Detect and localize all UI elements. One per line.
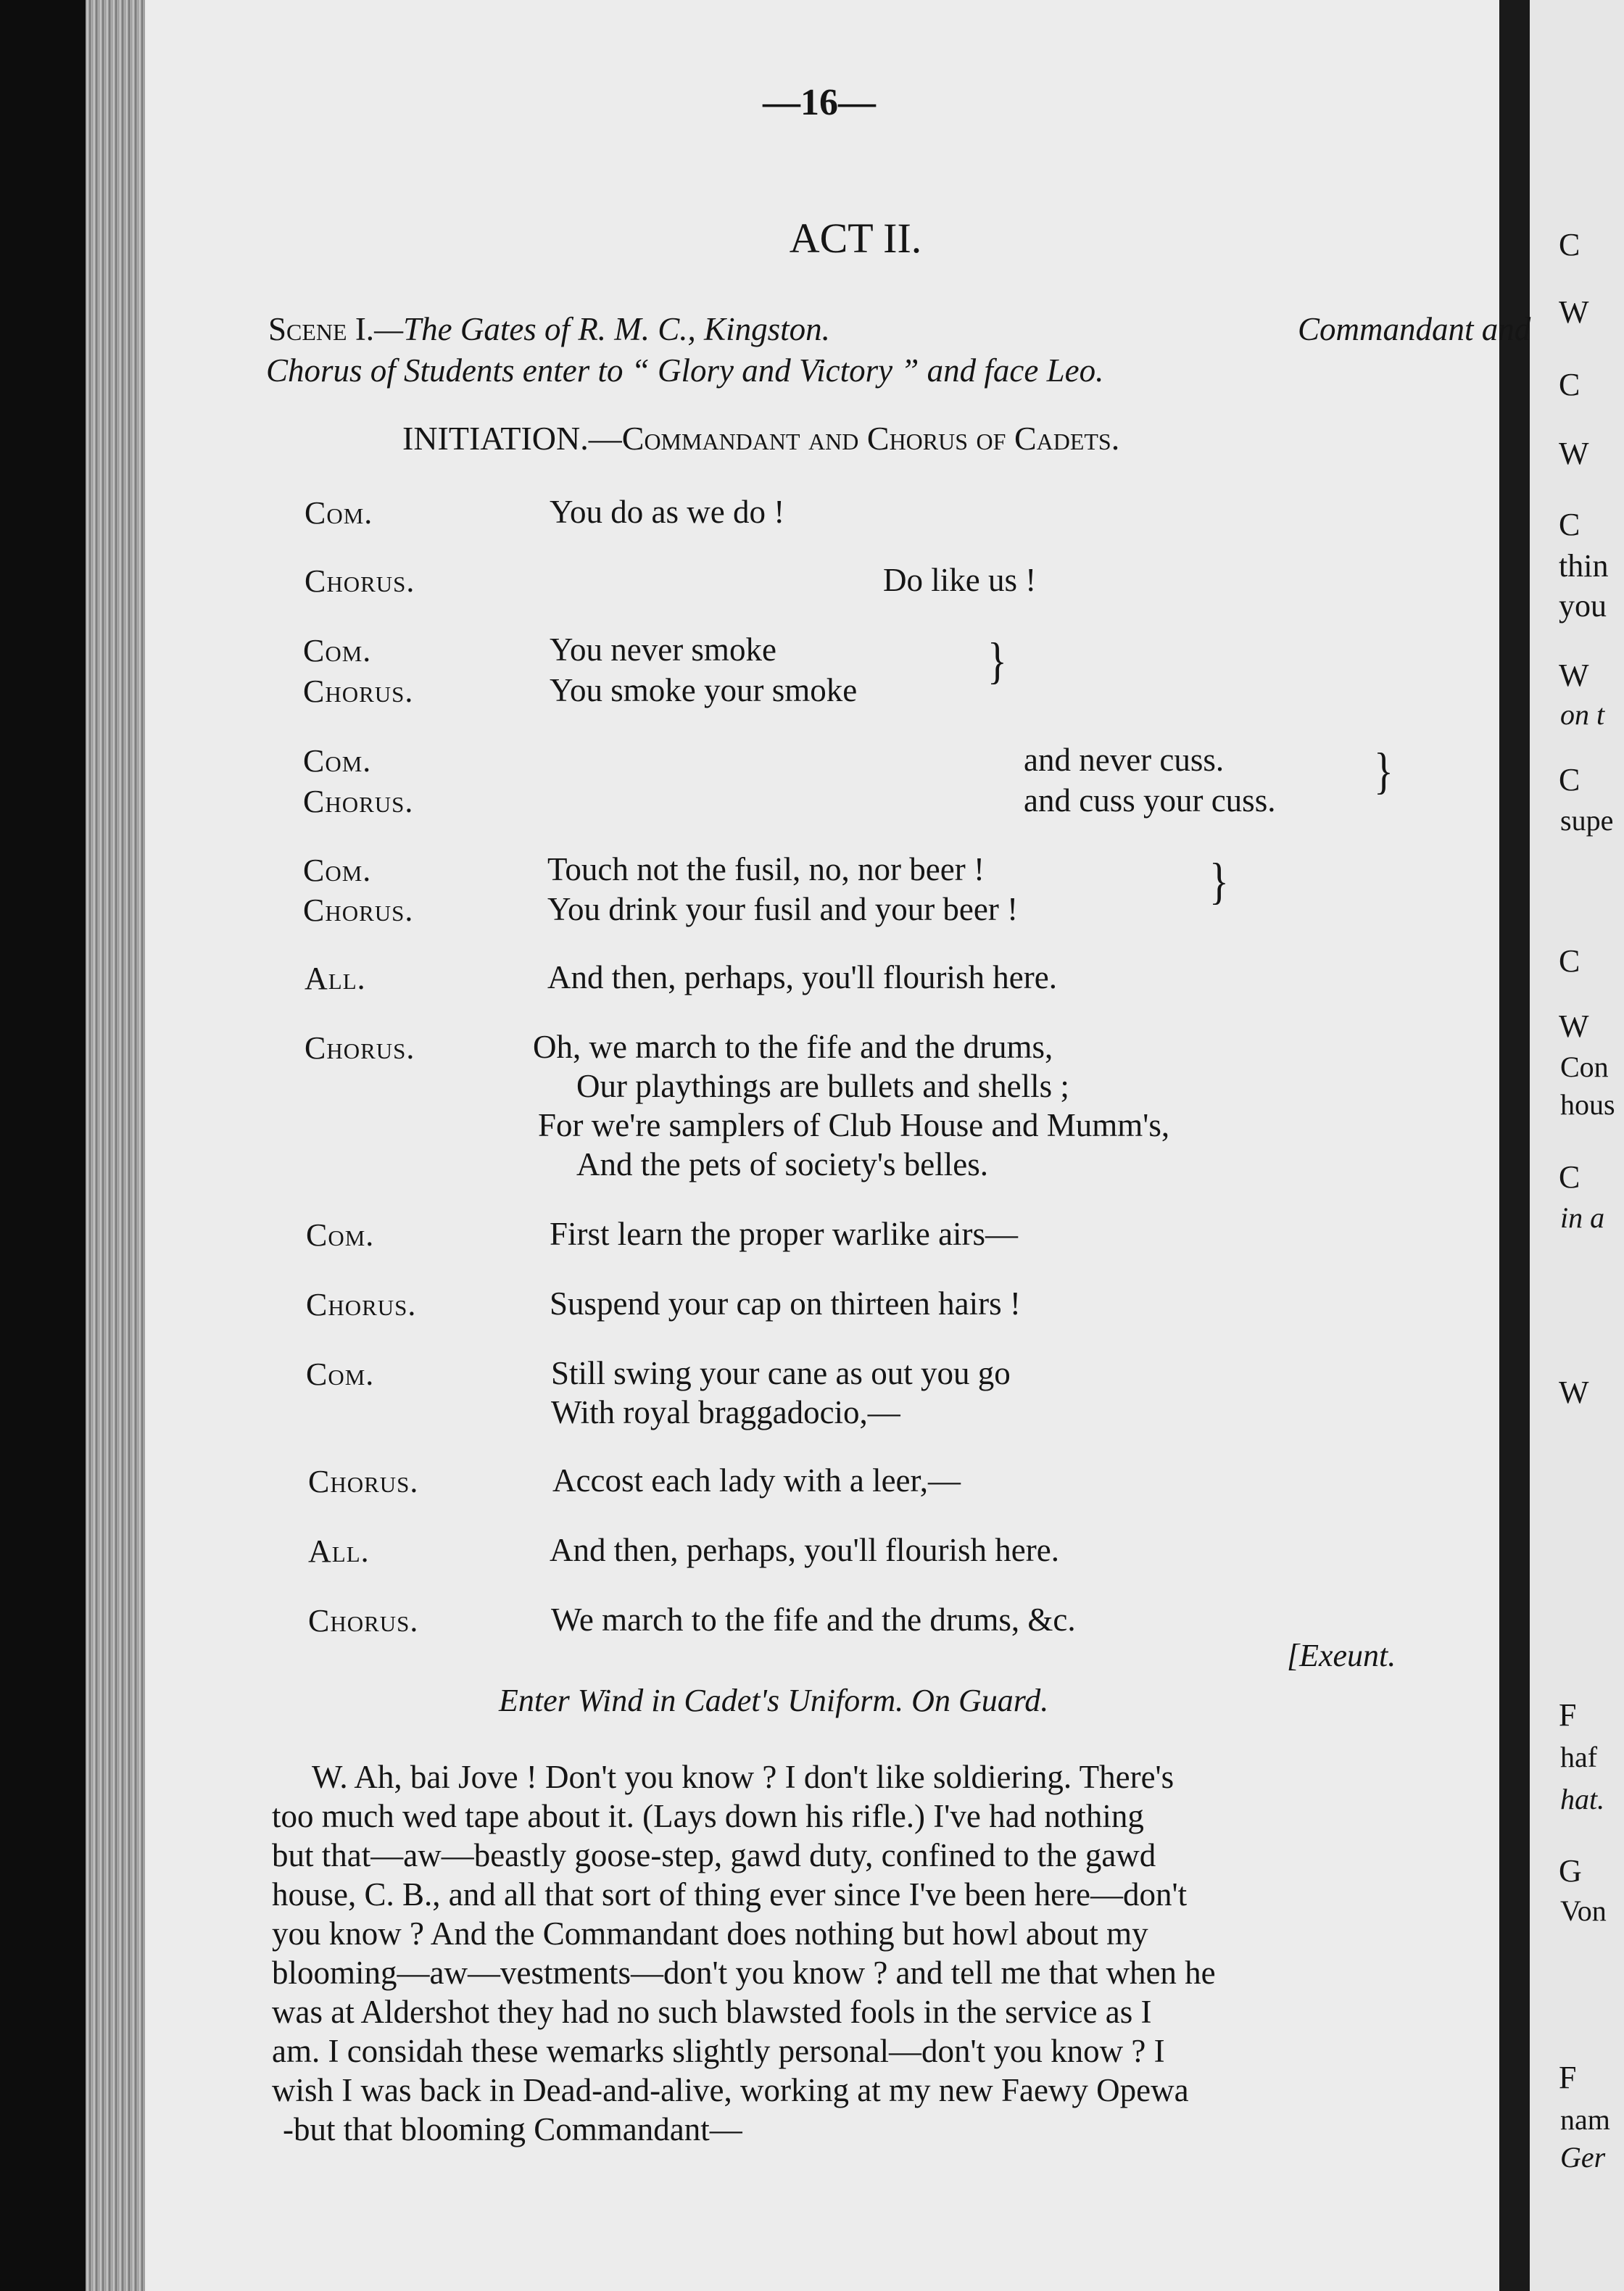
- scene-line-1: [268, 310, 830, 348]
- speaker-com: Com.: [303, 633, 372, 668]
- facing-page-fragment: G: [1559, 1853, 1582, 1889]
- facing-page-fragment: Ger: [1560, 2141, 1606, 2174]
- song-line: You do as we do !: [550, 494, 785, 530]
- facing-page-fragment: C: [1559, 762, 1580, 798]
- speaker-chorus: Chorus.: [308, 1464, 419, 1499]
- paragraph-line: was at Aldershot they had no such blawsted fools in the service as I: [272, 1994, 1152, 2030]
- paragraph-line: am. I considah these wemarks slightly personal—don't you know ? I: [272, 2033, 1165, 2069]
- scene-location: —The Gates of R. M. C., Kingston.: [374, 311, 830, 347]
- scene-line-1-end: Commandant and: [1298, 311, 1531, 347]
- speaker-all: All.: [308, 1533, 370, 1569]
- facing-page-fragment: Von: [1560, 1894, 1607, 1927]
- song-line: Accost each lady with a leer,—: [552, 1462, 961, 1499]
- brace-glyph: }: [987, 633, 1007, 689]
- paragraph-line: blooming—aw—vestments—don't you know ? and tell me that when he: [272, 1955, 1216, 1991]
- song-verse-line: Still swing your cane as out you go: [551, 1355, 1011, 1391]
- page-number: —16—: [763, 82, 876, 123]
- facing-page-fragment: W: [1559, 436, 1589, 471]
- speaker-com: Com.: [303, 853, 372, 888]
- paragraph-line: you know ? And the Commandant does nothing but howl about my: [272, 1915, 1148, 1952]
- facing-page-fragment: thin: [1559, 548, 1609, 584]
- facing-page-fragment: Con: [1560, 1051, 1609, 1083]
- speaker-chorus: Chorus.: [303, 674, 414, 709]
- speaker-com: Com.: [303, 743, 372, 779]
- facing-page-fragment: F: [1559, 2060, 1577, 2095]
- song-verse-line: Our playthings are bullets and shells ;: [576, 1068, 1069, 1104]
- song-line: and never cuss.: [1024, 742, 1225, 778]
- speaker-chorus: Chorus.: [304, 1030, 415, 1066]
- song-title: INITIATION.: [402, 420, 589, 457]
- scene-label: Scene I.: [268, 311, 375, 347]
- song-verse-line: Oh, we march to the fife and the drums,: [533, 1029, 1053, 1065]
- paragraph-line: too much wed tape about it. (Lays down his rifle.) I've had nothing: [272, 1798, 1144, 1834]
- speaker-com: Com.: [306, 1217, 375, 1253]
- facing-page-fragment: nam: [1560, 2103, 1610, 2136]
- facing-page-fragment: F: [1559, 1697, 1577, 1733]
- facing-page-fragment: C: [1559, 1159, 1580, 1195]
- song-line: We march to the fife and the drums, &c.: [551, 1602, 1076, 1638]
- speaker-chorus: Chorus.: [303, 784, 414, 819]
- song-verse-line: For we're samplers of Club House and Mumm's,: [538, 1107, 1170, 1143]
- song-line: You smoke your smoke: [550, 672, 858, 708]
- song-line: First learn the proper warlike airs—: [550, 1216, 1019, 1252]
- speaker-chorus: Chorus.: [308, 1603, 419, 1638]
- speaker-all: All.: [304, 961, 366, 996]
- brace-glyph: }: [1374, 743, 1393, 800]
- exeunt-direction: [Exeunt.: [1287, 1638, 1396, 1673]
- paragraph-line: -but that blooming Commandant—: [283, 2111, 742, 2147]
- speaker-chorus: Chorus.: [306, 1287, 417, 1322]
- facing-page-fragment: hat.: [1560, 1783, 1605, 1815]
- facing-page-fragment: haf: [1560, 1741, 1598, 1773]
- facing-page-fragment: W: [1559, 658, 1589, 693]
- paragraph-line: wish I was back in Dead-and-alive, working at my new Faewy Opewa: [272, 2072, 1189, 2108]
- song-line: Suspend your cap on thirteen hairs !: [550, 1285, 1021, 1322]
- song-line: You drink your fusil and your beer !: [547, 891, 1019, 927]
- facing-page: [1530, 0, 1624, 2291]
- scene-line-2: Chorus of Students enter to “ Glory and Victory ” and face Leo.: [266, 352, 1104, 389]
- song-line: Touch not the fusil, no, nor beer !: [547, 851, 985, 887]
- paragraph-line: house, C. B., and all that sort of thing ever since I've been here—don't: [272, 1876, 1188, 1913]
- song-verse-line: And the pets of society's belles.: [576, 1146, 988, 1182]
- facing-page-fragment: supe: [1560, 804, 1614, 837]
- song-line: And then, perhaps, you'll flourish here.: [547, 959, 1057, 995]
- scan-border: [0, 0, 94, 2291]
- song-line: And then, perhaps, you'll flourish here.: [550, 1532, 1059, 1568]
- stage-direction: Enter Wind in Cadet's Uniform. On Guard.: [499, 1683, 1049, 1718]
- facing-page-fragment: you: [1559, 588, 1607, 624]
- facing-page-fragment: C: [1559, 507, 1580, 542]
- song-line: and cuss your cuss.: [1024, 782, 1276, 819]
- song-line: You never smoke: [550, 631, 776, 668]
- act-title: ACT II.: [789, 215, 922, 262]
- facing-page-fragment: W: [1559, 294, 1589, 330]
- speaker-com: Com.: [306, 1356, 375, 1392]
- facing-page-fragment: in a: [1560, 1201, 1605, 1234]
- facing-page-fragment: hous: [1560, 1088, 1615, 1121]
- song-line: Do like us !: [883, 562, 1037, 598]
- song-subtitle: —Commandant and Chorus of Cadets.: [588, 420, 1120, 457]
- facing-page-fragment: W: [1559, 1375, 1589, 1410]
- speaker-com: Com.: [304, 495, 373, 531]
- paragraph-line: W. Ah, bai Jove ! Don't you know ? I don't like soldiering. There's: [312, 1759, 1174, 1795]
- song-heading: [402, 419, 1119, 457]
- facing-page-fragment: W: [1559, 1008, 1589, 1044]
- speaker-chorus: Chorus.: [303, 892, 414, 928]
- facing-page-fragment: C: [1559, 227, 1580, 262]
- paragraph-line: but that—aw—beastly goose-step, gawd duty, confined to the gawd: [272, 1837, 1156, 1873]
- speaker-chorus: Chorus.: [304, 563, 415, 599]
- brace-glyph: }: [1209, 853, 1229, 910]
- facing-page-fragment: C: [1559, 943, 1580, 979]
- facing-page-fragment: on t: [1560, 698, 1605, 731]
- song-verse-line: With royal braggadocio,—: [551, 1394, 900, 1430]
- facing-page-fragment: C: [1559, 367, 1580, 402]
